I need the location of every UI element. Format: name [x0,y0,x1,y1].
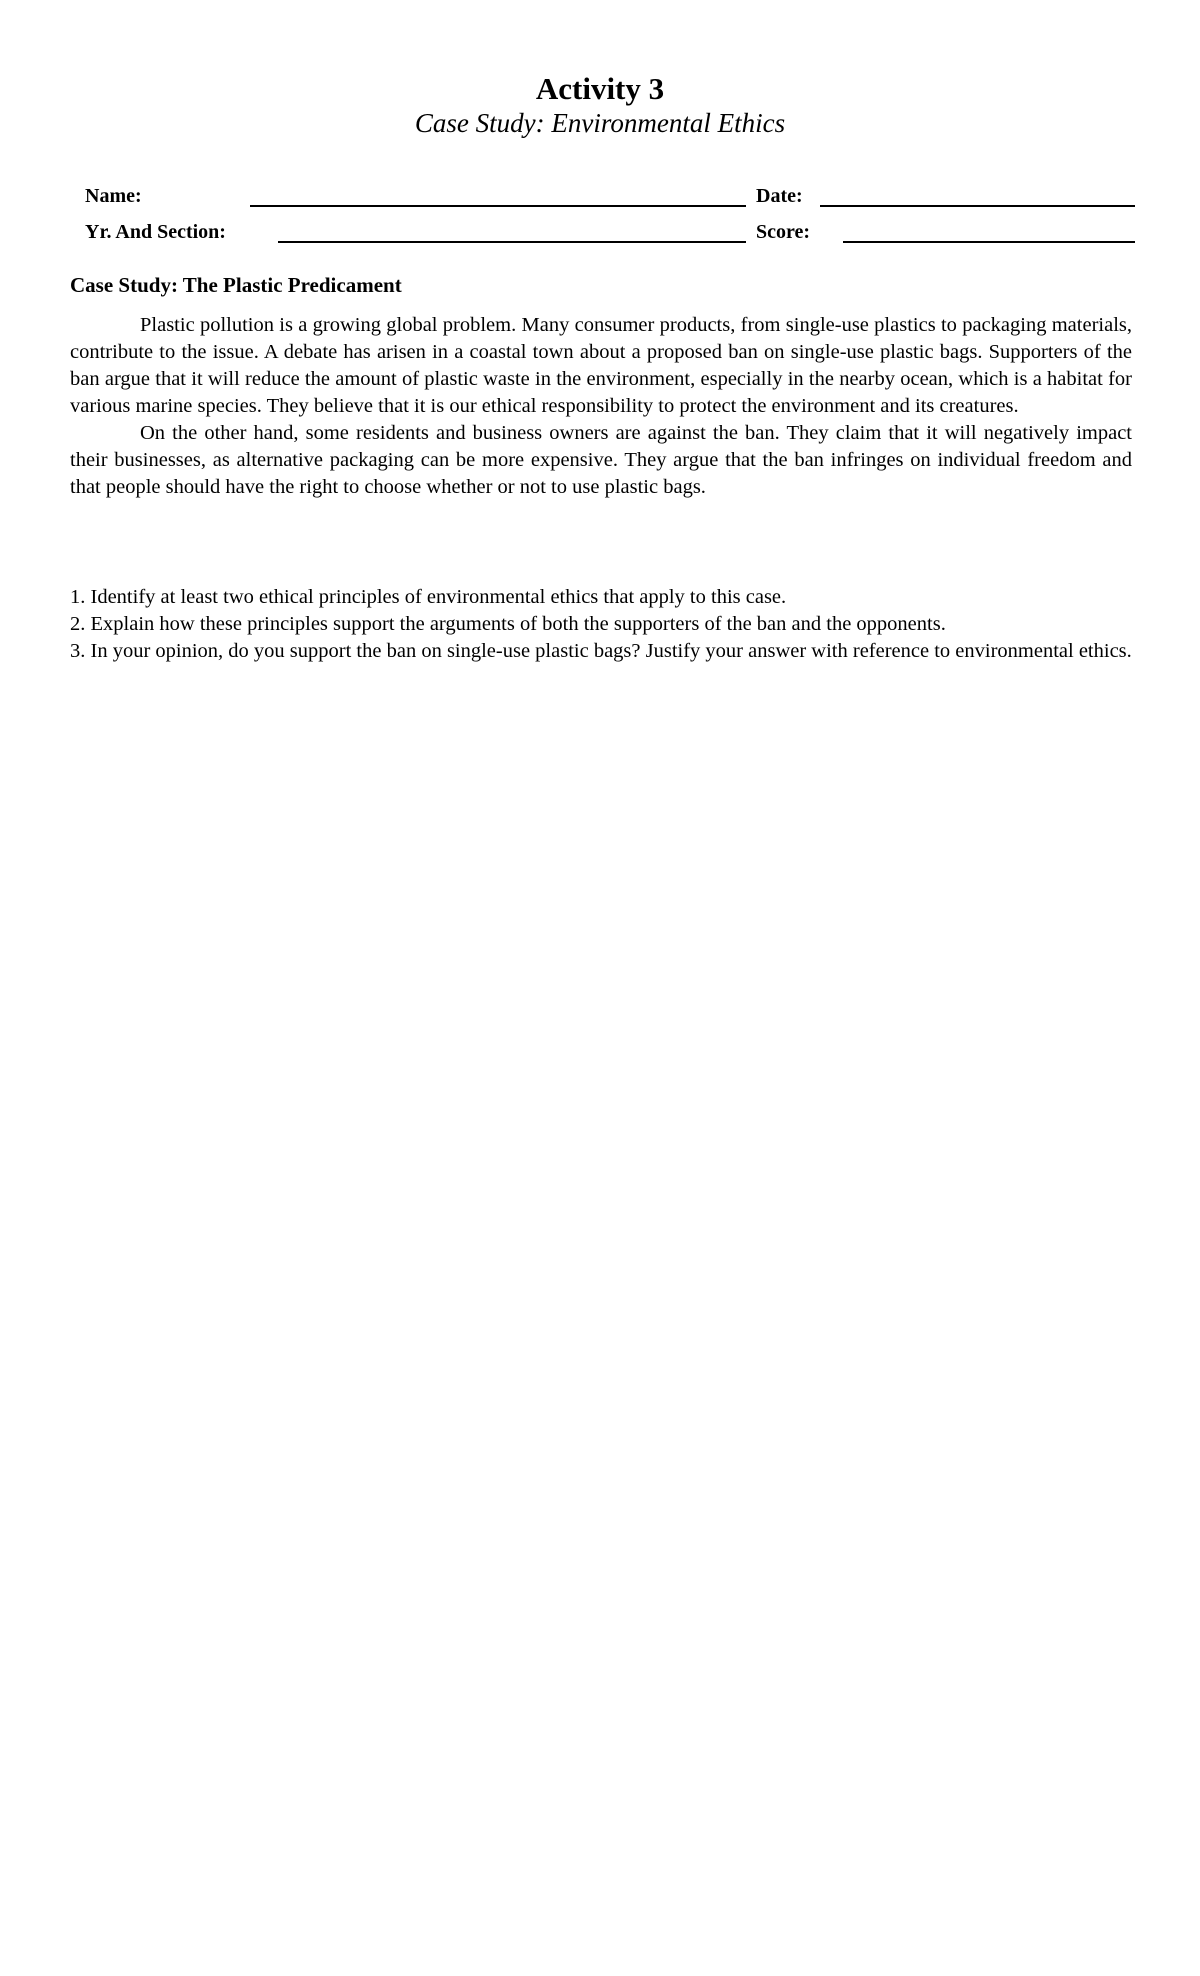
score-blank-line [843,241,1135,243]
case-study-body [70,312,1132,501]
date-blank-line [820,205,1135,207]
name-blank-line [250,205,746,207]
question-list [70,584,1132,665]
activity-subtitle: Case Study: Environmental Ethics [414,108,786,138]
case-study-heading: Case Study: The Plastic Predicament [70,273,402,297]
section-blank-line [278,241,746,243]
date-label: Date: [756,185,803,207]
question-item: 3. In your opinion, do you support the ban on single-use plastic bags? Justify your answer with reference to environmental ethics. [70,640,1132,662]
case-study-paragraph: Plastic pollution is a growing global problem. Many consumer products, from single-use plastics to packaging materials, contribute to the issue. A debate has arisen in a coastal town about a proposed ban on single-use plastic bags. Supporters of the ban argue that it will reduce the amount of plastic waste in the environment, especially in the nearby ocean, which is a habitat for various marine species. They believe that it is our ethical responsibility to protect the environment and its creatures. [70,314,1132,417]
score-label: Score: [756,221,811,243]
name-label: Name: [85,185,142,207]
case-study-paragraph: On the other hand, some residents and business owners are against the ban. They claim that it will negatively impact their businesses, as alternative packaging can be more expensive. They argue that the ban infringes on individual freedom and that people should have the right to choose whether or not to use plastic bags. [70,422,1132,498]
activity-title: Activity 3 [535,71,665,106]
question-item: 2. Explain how these principles support the arguments of both the supporters of the ban and the opponents. [70,613,946,635]
section-label: Yr. And Section: [85,221,226,243]
question-item: 1. Identify at least two ethical principles of environmental ethics that apply to this case. [70,586,787,608]
